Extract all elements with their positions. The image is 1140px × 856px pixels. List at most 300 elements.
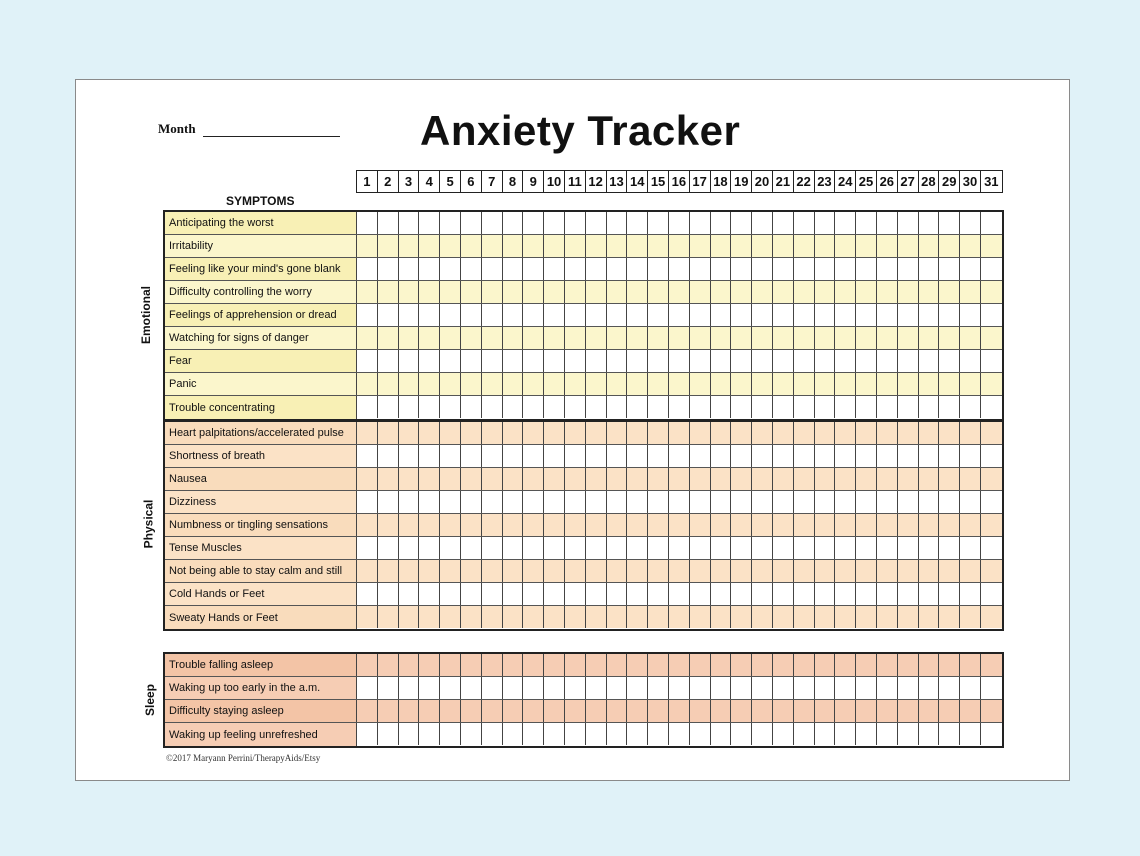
day-30-checkbox[interactable] — [960, 468, 981, 490]
day-15-checkbox[interactable] — [648, 468, 669, 490]
day-1-checkbox[interactable] — [357, 422, 378, 444]
day-7-checkbox[interactable] — [482, 537, 503, 559]
day-30-checkbox[interactable] — [960, 396, 981, 418]
day-31-checkbox[interactable] — [981, 537, 1002, 559]
day-7-checkbox[interactable] — [482, 327, 503, 349]
day-30-checkbox[interactable] — [960, 327, 981, 349]
day-27-checkbox[interactable] — [898, 281, 919, 303]
day-24-checkbox[interactable] — [835, 468, 856, 490]
day-6-checkbox[interactable] — [461, 281, 482, 303]
day-6-checkbox[interactable] — [461, 700, 482, 722]
day-3-checkbox[interactable] — [399, 350, 420, 372]
day-20-checkbox[interactable] — [752, 445, 773, 467]
day-24-checkbox[interactable] — [835, 583, 856, 605]
day-10-checkbox[interactable] — [544, 677, 565, 699]
day-29-checkbox[interactable] — [939, 235, 960, 257]
day-3-checkbox[interactable] — [399, 445, 420, 467]
day-10-checkbox[interactable] — [544, 327, 565, 349]
day-4-checkbox[interactable] — [419, 606, 440, 628]
day-4-checkbox[interactable] — [419, 304, 440, 326]
day-28-checkbox[interactable] — [919, 396, 940, 418]
day-16-checkbox[interactable] — [669, 396, 690, 418]
day-5-checkbox[interactable] — [440, 654, 461, 676]
day-15-checkbox[interactable] — [648, 445, 669, 467]
day-13-checkbox[interactable] — [607, 583, 628, 605]
day-16-checkbox[interactable] — [669, 606, 690, 628]
day-29-checkbox[interactable] — [939, 258, 960, 280]
day-18-checkbox[interactable] — [711, 677, 732, 699]
day-15-checkbox[interactable] — [648, 491, 669, 513]
day-19-checkbox[interactable] — [731, 606, 752, 628]
day-26-checkbox[interactable] — [877, 654, 898, 676]
day-7-checkbox[interactable] — [482, 723, 503, 745]
day-22-checkbox[interactable] — [794, 700, 815, 722]
day-20-checkbox[interactable] — [752, 491, 773, 513]
day-9-checkbox[interactable] — [523, 258, 544, 280]
day-12-checkbox[interactable] — [586, 350, 607, 372]
day-12-checkbox[interactable] — [586, 491, 607, 513]
day-17-checkbox[interactable] — [690, 373, 711, 395]
day-15-checkbox[interactable] — [648, 373, 669, 395]
day-26-checkbox[interactable] — [877, 723, 898, 745]
day-25-checkbox[interactable] — [856, 468, 877, 490]
day-7-checkbox[interactable] — [482, 422, 503, 444]
day-30-checkbox[interactable] — [960, 281, 981, 303]
day-17-checkbox[interactable] — [690, 514, 711, 536]
day-1-checkbox[interactable] — [357, 304, 378, 326]
day-26-checkbox[interactable] — [877, 396, 898, 418]
day-25-checkbox[interactable] — [856, 373, 877, 395]
day-9-checkbox[interactable] — [523, 281, 544, 303]
day-7-checkbox[interactable] — [482, 677, 503, 699]
day-5-checkbox[interactable] — [440, 422, 461, 444]
day-3-checkbox[interactable] — [399, 723, 420, 745]
day-24-checkbox[interactable] — [835, 258, 856, 280]
day-11-checkbox[interactable] — [565, 327, 586, 349]
day-1-checkbox[interactable] — [357, 537, 378, 559]
day-20-checkbox[interactable] — [752, 258, 773, 280]
day-23-checkbox[interactable] — [815, 723, 836, 745]
day-15-checkbox[interactable] — [648, 304, 669, 326]
day-15-checkbox[interactable] — [648, 235, 669, 257]
day-21-checkbox[interactable] — [773, 258, 794, 280]
day-29-checkbox[interactable] — [939, 281, 960, 303]
day-2-checkbox[interactable] — [378, 514, 399, 536]
day-10-checkbox[interactable] — [544, 514, 565, 536]
day-24-checkbox[interactable] — [835, 396, 856, 418]
day-4-checkbox[interactable] — [419, 373, 440, 395]
day-6-checkbox[interactable] — [461, 235, 482, 257]
day-8-checkbox[interactable] — [503, 491, 524, 513]
day-14-checkbox[interactable] — [627, 258, 648, 280]
day-24-checkbox[interactable] — [835, 560, 856, 582]
day-28-checkbox[interactable] — [919, 723, 940, 745]
day-16-checkbox[interactable] — [669, 560, 690, 582]
day-18-checkbox[interactable] — [711, 396, 732, 418]
day-20-checkbox[interactable] — [752, 327, 773, 349]
day-2-checkbox[interactable] — [378, 422, 399, 444]
day-25-checkbox[interactable] — [856, 677, 877, 699]
day-31-checkbox[interactable] — [981, 514, 1002, 536]
day-24-checkbox[interactable] — [835, 350, 856, 372]
day-30-checkbox[interactable] — [960, 723, 981, 745]
day-2-checkbox[interactable] — [378, 606, 399, 628]
day-18-checkbox[interactable] — [711, 235, 732, 257]
day-9-checkbox[interactable] — [523, 677, 544, 699]
day-26-checkbox[interactable] — [877, 560, 898, 582]
day-8-checkbox[interactable] — [503, 583, 524, 605]
day-23-checkbox[interactable] — [815, 281, 836, 303]
day-27-checkbox[interactable] — [898, 537, 919, 559]
day-19-checkbox[interactable] — [731, 396, 752, 418]
day-11-checkbox[interactable] — [565, 491, 586, 513]
day-22-checkbox[interactable] — [794, 422, 815, 444]
day-23-checkbox[interactable] — [815, 373, 836, 395]
day-19-checkbox[interactable] — [731, 235, 752, 257]
day-1-checkbox[interactable] — [357, 583, 378, 605]
day-9-checkbox[interactable] — [523, 468, 544, 490]
day-2-checkbox[interactable] — [378, 327, 399, 349]
day-10-checkbox[interactable] — [544, 700, 565, 722]
day-18-checkbox[interactable] — [711, 212, 732, 234]
day-25-checkbox[interactable] — [856, 700, 877, 722]
day-29-checkbox[interactable] — [939, 304, 960, 326]
day-19-checkbox[interactable] — [731, 373, 752, 395]
day-26-checkbox[interactable] — [877, 304, 898, 326]
day-5-checkbox[interactable] — [440, 327, 461, 349]
day-11-checkbox[interactable] — [565, 373, 586, 395]
day-31-checkbox[interactable] — [981, 583, 1002, 605]
day-18-checkbox[interactable] — [711, 700, 732, 722]
day-23-checkbox[interactable] — [815, 258, 836, 280]
day-16-checkbox[interactable] — [669, 491, 690, 513]
day-17-checkbox[interactable] — [690, 258, 711, 280]
day-3-checkbox[interactable] — [399, 212, 420, 234]
day-18-checkbox[interactable] — [711, 606, 732, 628]
day-7-checkbox[interactable] — [482, 212, 503, 234]
day-17-checkbox[interactable] — [690, 583, 711, 605]
day-18-checkbox[interactable] — [711, 491, 732, 513]
day-1-checkbox[interactable] — [357, 350, 378, 372]
day-28-checkbox[interactable] — [919, 258, 940, 280]
day-4-checkbox[interactable] — [419, 327, 440, 349]
day-11-checkbox[interactable] — [565, 677, 586, 699]
day-27-checkbox[interactable] — [898, 258, 919, 280]
day-2-checkbox[interactable] — [378, 677, 399, 699]
day-30-checkbox[interactable] — [960, 350, 981, 372]
day-3-checkbox[interactable] — [399, 235, 420, 257]
day-21-checkbox[interactable] — [773, 373, 794, 395]
day-4-checkbox[interactable] — [419, 396, 440, 418]
day-15-checkbox[interactable] — [648, 560, 669, 582]
day-12-checkbox[interactable] — [586, 281, 607, 303]
day-23-checkbox[interactable] — [815, 212, 836, 234]
day-12-checkbox[interactable] — [586, 235, 607, 257]
day-18-checkbox[interactable] — [711, 422, 732, 444]
day-3-checkbox[interactable] — [399, 281, 420, 303]
day-14-checkbox[interactable] — [627, 677, 648, 699]
day-12-checkbox[interactable] — [586, 422, 607, 444]
day-1-checkbox[interactable] — [357, 373, 378, 395]
day-27-checkbox[interactable] — [898, 445, 919, 467]
day-24-checkbox[interactable] — [835, 491, 856, 513]
day-17-checkbox[interactable] — [690, 560, 711, 582]
day-24-checkbox[interactable] — [835, 212, 856, 234]
day-12-checkbox[interactable] — [586, 468, 607, 490]
day-13-checkbox[interactable] — [607, 514, 628, 536]
day-30-checkbox[interactable] — [960, 212, 981, 234]
day-15-checkbox[interactable] — [648, 537, 669, 559]
day-5-checkbox[interactable] — [440, 677, 461, 699]
day-18-checkbox[interactable] — [711, 723, 732, 745]
day-1-checkbox[interactable] — [357, 677, 378, 699]
day-17-checkbox[interactable] — [690, 422, 711, 444]
day-11-checkbox[interactable] — [565, 468, 586, 490]
day-13-checkbox[interactable] — [607, 468, 628, 490]
day-4-checkbox[interactable] — [419, 445, 440, 467]
day-13-checkbox[interactable] — [607, 560, 628, 582]
day-1-checkbox[interactable] — [357, 445, 378, 467]
day-14-checkbox[interactable] — [627, 350, 648, 372]
day-12-checkbox[interactable] — [586, 258, 607, 280]
day-2-checkbox[interactable] — [378, 350, 399, 372]
day-10-checkbox[interactable] — [544, 560, 565, 582]
day-18-checkbox[interactable] — [711, 304, 732, 326]
day-19-checkbox[interactable] — [731, 281, 752, 303]
day-30-checkbox[interactable] — [960, 583, 981, 605]
day-3-checkbox[interactable] — [399, 583, 420, 605]
day-25-checkbox[interactable] — [856, 514, 877, 536]
day-17-checkbox[interactable] — [690, 606, 711, 628]
day-7-checkbox[interactable] — [482, 700, 503, 722]
day-19-checkbox[interactable] — [731, 212, 752, 234]
day-21-checkbox[interactable] — [773, 468, 794, 490]
day-8-checkbox[interactable] — [503, 258, 524, 280]
day-3-checkbox[interactable] — [399, 396, 420, 418]
day-5-checkbox[interactable] — [440, 235, 461, 257]
day-25-checkbox[interactable] — [856, 537, 877, 559]
day-6-checkbox[interactable] — [461, 491, 482, 513]
day-28-checkbox[interactable] — [919, 304, 940, 326]
day-28-checkbox[interactable] — [919, 560, 940, 582]
day-7-checkbox[interactable] — [482, 654, 503, 676]
day-24-checkbox[interactable] — [835, 677, 856, 699]
day-6-checkbox[interactable] — [461, 677, 482, 699]
day-21-checkbox[interactable] — [773, 281, 794, 303]
day-9-checkbox[interactable] — [523, 235, 544, 257]
day-6-checkbox[interactable] — [461, 468, 482, 490]
day-11-checkbox[interactable] — [565, 235, 586, 257]
day-31-checkbox[interactable] — [981, 373, 1002, 395]
day-29-checkbox[interactable] — [939, 723, 960, 745]
day-2-checkbox[interactable] — [378, 723, 399, 745]
day-2-checkbox[interactable] — [378, 583, 399, 605]
day-26-checkbox[interactable] — [877, 281, 898, 303]
day-17-checkbox[interactable] — [690, 327, 711, 349]
day-13-checkbox[interactable] — [607, 396, 628, 418]
day-20-checkbox[interactable] — [752, 677, 773, 699]
day-28-checkbox[interactable] — [919, 514, 940, 536]
day-30-checkbox[interactable] — [960, 235, 981, 257]
day-31-checkbox[interactable] — [981, 396, 1002, 418]
day-22-checkbox[interactable] — [794, 373, 815, 395]
day-10-checkbox[interactable] — [544, 445, 565, 467]
day-14-checkbox[interactable] — [627, 445, 648, 467]
day-27-checkbox[interactable] — [898, 723, 919, 745]
day-18-checkbox[interactable] — [711, 281, 732, 303]
day-1-checkbox[interactable] — [357, 491, 378, 513]
day-5-checkbox[interactable] — [440, 258, 461, 280]
day-20-checkbox[interactable] — [752, 422, 773, 444]
day-21-checkbox[interactable] — [773, 514, 794, 536]
day-25-checkbox[interactable] — [856, 212, 877, 234]
day-11-checkbox[interactable] — [565, 445, 586, 467]
day-26-checkbox[interactable] — [877, 235, 898, 257]
day-1-checkbox[interactable] — [357, 396, 378, 418]
day-8-checkbox[interactable] — [503, 373, 524, 395]
day-6-checkbox[interactable] — [461, 606, 482, 628]
day-3-checkbox[interactable] — [399, 654, 420, 676]
day-27-checkbox[interactable] — [898, 350, 919, 372]
day-12-checkbox[interactable] — [586, 700, 607, 722]
day-18-checkbox[interactable] — [711, 258, 732, 280]
day-12-checkbox[interactable] — [586, 606, 607, 628]
day-17-checkbox[interactable] — [690, 723, 711, 745]
day-8-checkbox[interactable] — [503, 445, 524, 467]
day-31-checkbox[interactable] — [981, 700, 1002, 722]
day-31-checkbox[interactable] — [981, 560, 1002, 582]
day-16-checkbox[interactable] — [669, 281, 690, 303]
day-16-checkbox[interactable] — [669, 677, 690, 699]
day-17-checkbox[interactable] — [690, 700, 711, 722]
day-14-checkbox[interactable] — [627, 304, 648, 326]
day-4-checkbox[interactable] — [419, 422, 440, 444]
day-4-checkbox[interactable] — [419, 491, 440, 513]
day-12-checkbox[interactable] — [586, 373, 607, 395]
day-12-checkbox[interactable] — [586, 396, 607, 418]
day-13-checkbox[interactable] — [607, 445, 628, 467]
day-6-checkbox[interactable] — [461, 258, 482, 280]
day-4-checkbox[interactable] — [419, 560, 440, 582]
day-8-checkbox[interactable] — [503, 396, 524, 418]
day-27-checkbox[interactable] — [898, 654, 919, 676]
day-28-checkbox[interactable] — [919, 654, 940, 676]
day-19-checkbox[interactable] — [731, 422, 752, 444]
day-28-checkbox[interactable] — [919, 583, 940, 605]
day-23-checkbox[interactable] — [815, 677, 836, 699]
day-16-checkbox[interactable] — [669, 235, 690, 257]
day-30-checkbox[interactable] — [960, 422, 981, 444]
day-30-checkbox[interactable] — [960, 304, 981, 326]
day-23-checkbox[interactable] — [815, 654, 836, 676]
day-6-checkbox[interactable] — [461, 560, 482, 582]
day-9-checkbox[interactable] — [523, 723, 544, 745]
day-31-checkbox[interactable] — [981, 468, 1002, 490]
day-15-checkbox[interactable] — [648, 258, 669, 280]
day-19-checkbox[interactable] — [731, 445, 752, 467]
day-23-checkbox[interactable] — [815, 700, 836, 722]
day-11-checkbox[interactable] — [565, 304, 586, 326]
day-31-checkbox[interactable] — [981, 654, 1002, 676]
day-11-checkbox[interactable] — [565, 212, 586, 234]
day-22-checkbox[interactable] — [794, 491, 815, 513]
day-15-checkbox[interactable] — [648, 396, 669, 418]
day-21-checkbox[interactable] — [773, 583, 794, 605]
day-31-checkbox[interactable] — [981, 258, 1002, 280]
day-23-checkbox[interactable] — [815, 396, 836, 418]
day-29-checkbox[interactable] — [939, 212, 960, 234]
day-10-checkbox[interactable] — [544, 583, 565, 605]
day-16-checkbox[interactable] — [669, 422, 690, 444]
day-9-checkbox[interactable] — [523, 606, 544, 628]
day-10-checkbox[interactable] — [544, 422, 565, 444]
day-13-checkbox[interactable] — [607, 422, 628, 444]
day-22-checkbox[interactable] — [794, 514, 815, 536]
day-26-checkbox[interactable] — [877, 606, 898, 628]
day-11-checkbox[interactable] — [565, 537, 586, 559]
day-11-checkbox[interactable] — [565, 583, 586, 605]
day-4-checkbox[interactable] — [419, 723, 440, 745]
day-3-checkbox[interactable] — [399, 700, 420, 722]
day-21-checkbox[interactable] — [773, 350, 794, 372]
day-12-checkbox[interactable] — [586, 327, 607, 349]
day-21-checkbox[interactable] — [773, 677, 794, 699]
day-2-checkbox[interactable] — [378, 258, 399, 280]
day-19-checkbox[interactable] — [731, 723, 752, 745]
day-3-checkbox[interactable] — [399, 258, 420, 280]
day-13-checkbox[interactable] — [607, 723, 628, 745]
day-30-checkbox[interactable] — [960, 677, 981, 699]
day-13-checkbox[interactable] — [607, 700, 628, 722]
day-14-checkbox[interactable] — [627, 327, 648, 349]
day-20-checkbox[interactable] — [752, 700, 773, 722]
day-13-checkbox[interactable] — [607, 235, 628, 257]
day-6-checkbox[interactable] — [461, 373, 482, 395]
day-20-checkbox[interactable] — [752, 396, 773, 418]
day-21-checkbox[interactable] — [773, 445, 794, 467]
day-30-checkbox[interactable] — [960, 700, 981, 722]
day-14-checkbox[interactable] — [627, 583, 648, 605]
day-23-checkbox[interactable] — [815, 537, 836, 559]
day-16-checkbox[interactable] — [669, 654, 690, 676]
day-12-checkbox[interactable] — [586, 583, 607, 605]
day-24-checkbox[interactable] — [835, 723, 856, 745]
day-8-checkbox[interactable] — [503, 350, 524, 372]
day-25-checkbox[interactable] — [856, 560, 877, 582]
day-3-checkbox[interactable] — [399, 537, 420, 559]
day-17-checkbox[interactable] — [690, 212, 711, 234]
day-7-checkbox[interactable] — [482, 258, 503, 280]
day-28-checkbox[interactable] — [919, 422, 940, 444]
day-28-checkbox[interactable] — [919, 212, 940, 234]
day-12-checkbox[interactable] — [586, 304, 607, 326]
day-27-checkbox[interactable] — [898, 583, 919, 605]
day-6-checkbox[interactable] — [461, 327, 482, 349]
day-5-checkbox[interactable] — [440, 560, 461, 582]
day-17-checkbox[interactable] — [690, 235, 711, 257]
day-13-checkbox[interactable] — [607, 304, 628, 326]
day-14-checkbox[interactable] — [627, 396, 648, 418]
day-1-checkbox[interactable] — [357, 281, 378, 303]
day-24-checkbox[interactable] — [835, 373, 856, 395]
day-10-checkbox[interactable] — [544, 396, 565, 418]
day-6-checkbox[interactable] — [461, 422, 482, 444]
day-29-checkbox[interactable] — [939, 373, 960, 395]
day-21-checkbox[interactable] — [773, 422, 794, 444]
day-29-checkbox[interactable] — [939, 583, 960, 605]
day-28-checkbox[interactable] — [919, 281, 940, 303]
day-12-checkbox[interactable] — [586, 537, 607, 559]
